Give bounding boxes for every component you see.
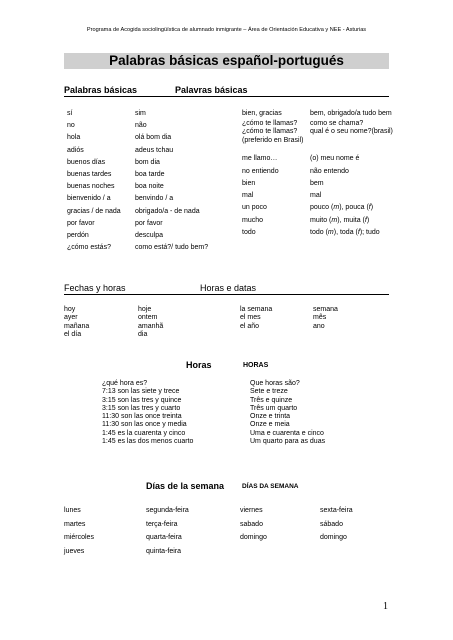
list-item: Três e quinze (250, 396, 293, 404)
list-item: 3:15 son las tres y quince (102, 396, 182, 404)
list-item: bienvenido / a (67, 195, 111, 203)
list-item: 7:13 son las siete y trece (102, 388, 180, 396)
list-item: dia (138, 330, 148, 338)
list-item: (o) meu nome é (310, 155, 360, 163)
days-list-pt-2 (320, 504, 353, 545)
section-heading-es: Palabras básicas (64, 85, 138, 95)
list-item: boa noite (135, 183, 164, 191)
list-item: olá bom dia (135, 134, 172, 142)
list-item: semana (313, 306, 338, 313)
list-item: boa tarde (135, 171, 165, 179)
list-item: como está?/ tudo bem? (135, 244, 209, 252)
list-item: el mes (240, 314, 261, 322)
list-item: no entiendo (242, 167, 279, 175)
page-header: Programa de Acogida sociolingüística de alumnado inmigrante – Área de Orientación Educativa y NEE - Asturias (86, 27, 367, 33)
list-item: Uma e cuarenta e cinco (250, 429, 324, 437)
list-item: segunda-feira (146, 507, 189, 514)
list-item: Sete e treze (250, 388, 288, 396)
list-item: mal (242, 192, 254, 200)
divider (64, 294, 389, 295)
section-heading-pt: HORAS (243, 362, 269, 369)
list-item: mucho (242, 216, 264, 224)
list-item: ¿cómo te llamas? (242, 120, 298, 128)
section-heading-es: Horas (186, 360, 212, 370)
word-list-pt-2 (310, 108, 393, 239)
section-heading-es: Fechas y horas (64, 283, 126, 293)
dates-list-es-1 (64, 306, 89, 339)
list-item: mal (310, 192, 322, 200)
list-item: ontem (138, 314, 158, 322)
section-heading-pt: DÍAS DA SEMANA (242, 483, 299, 490)
list-item: terça-feira (146, 520, 178, 528)
list-item: lunes (64, 507, 81, 514)
list-item: el día (64, 330, 82, 338)
list-item: miércoles (64, 534, 94, 541)
list-item: la semana (240, 306, 273, 313)
hours-list-pt (250, 380, 325, 446)
list-item: 11:30 son las once treinta (102, 413, 182, 421)
list-item: pouco (m), pouca (f) (310, 204, 374, 212)
list-item: sim (135, 110, 146, 117)
days-list-pt-1 (146, 504, 189, 558)
list-item: hoy (64, 306, 76, 313)
list-item: no (67, 122, 75, 130)
dates-list-pt-2 (313, 306, 338, 331)
list-item: adeus tchau (135, 146, 174, 154)
list-item: 3:15 son las tres y cuarto (102, 404, 181, 412)
list-item: 1:45 es la cuarenta y cinco (102, 429, 186, 437)
list-item: não (135, 122, 147, 130)
list-item: me llamo… (242, 155, 278, 163)
list-item: quinta-feira (146, 547, 182, 555)
list-item: 1:45 es las dos menos cuarto (102, 438, 194, 446)
days-list-es-2 (240, 504, 267, 545)
list-item: ano (313, 322, 325, 330)
list-item: sí (67, 110, 73, 117)
list-item: viernes (240, 507, 263, 514)
list-item: Que horas são? (250, 380, 300, 387)
list-item: ¿cómo estás? (67, 244, 111, 252)
list-item: 11:30 son las once y media (102, 421, 187, 429)
list-item: benvindo / a (135, 195, 174, 203)
list-item: buenos días (67, 158, 106, 166)
list-item: mês (313, 314, 327, 322)
list-item: bom dia (135, 158, 160, 166)
list-item: desculpa (135, 232, 164, 240)
list-item: como se chama? (310, 120, 364, 128)
list-item: bem (310, 179, 324, 187)
list-item: Onze e trinta (250, 413, 291, 421)
list-item: sábado (320, 520, 343, 528)
list-item: martes (64, 520, 86, 528)
list-item: ayer (64, 314, 78, 322)
days-list-es-1 (64, 504, 94, 558)
list-item: quarta-feira (146, 534, 182, 541)
list-item: todo (m), toda (f); tudo (310, 228, 380, 236)
list-item: un poco (242, 204, 267, 212)
list-item: hola (67, 134, 81, 142)
list-item: jueves (64, 547, 85, 555)
list-item: amanhã (138, 322, 164, 330)
list-item: não entendo (310, 167, 349, 175)
hours-list-es (102, 380, 193, 446)
list-item: por favor (135, 219, 163, 227)
list-item: el año (240, 322, 260, 330)
word-list-pt-1 (135, 108, 208, 254)
list-item: domingo (240, 534, 267, 541)
page-title: Palabras básicas español-portugués (64, 53, 389, 69)
list-item: buenas tardes (67, 171, 112, 179)
section-heading-pt: Horas e datas (200, 283, 257, 293)
dates-list-pt-1 (138, 306, 163, 339)
list-item: buenas noches (67, 183, 115, 191)
list-item: domingo (320, 534, 347, 541)
list-item: gracias / de nada (67, 207, 121, 215)
word-list-es-2 (242, 108, 308, 239)
list-item: bem, obrigado/a tudo bem (310, 110, 392, 117)
list-item: muito (m), muita (f) (310, 216, 370, 224)
section-heading-es: Días de la semana (146, 481, 225, 491)
list-item: perdón (67, 232, 89, 240)
list-item: ¿cómo te llamas? (preferido en Brasil) (242, 128, 304, 144)
list-item: hoje (138, 306, 152, 313)
list-item: sexta-feira (320, 507, 353, 514)
list-item: Onze e meia (250, 421, 290, 429)
list-item: ¿qué hora es? (102, 380, 148, 387)
list-item: por favor (67, 219, 95, 227)
list-item: adiós (67, 146, 84, 154)
divider (64, 96, 389, 97)
section-heading-pt: Palavras básicas (175, 85, 248, 95)
page-number: 1 (383, 601, 388, 612)
word-list-es-1 (67, 108, 121, 254)
list-item: Um quarto para as duas (250, 438, 326, 446)
list-item: obrigado/a - de nada (135, 207, 200, 215)
list-item: mañana (64, 322, 90, 330)
list-item: qual é o seu nome?(brasil) (310, 128, 393, 136)
list-item: sabado (240, 520, 263, 528)
dates-list-es-2 (240, 306, 272, 331)
list-item: Três um quarto (250, 404, 298, 412)
list-item: bien, gracias (242, 110, 282, 117)
list-item: bien (242, 179, 256, 187)
list-item: todo (242, 228, 256, 236)
